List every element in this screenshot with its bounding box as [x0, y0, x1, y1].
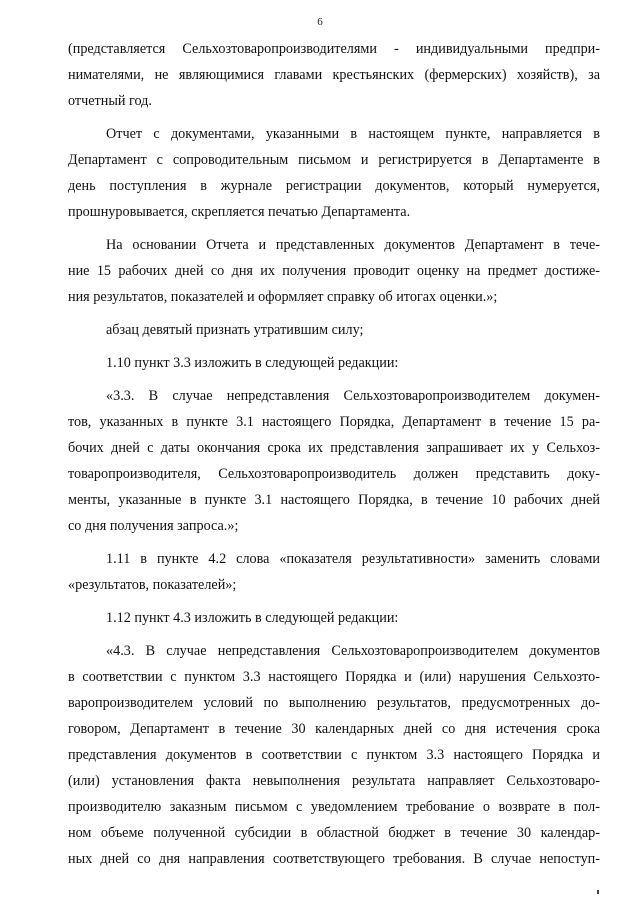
paragraph — [68, 383, 600, 539]
text-line: день поступления в журнале регистрации документов, который нумеруется, — [68, 178, 600, 194]
text-line: «3.3. В случае непредставления Сельхозтоваропроизводителем докумен- — [106, 388, 600, 404]
text-line: варопроизводителем условий по выполнению результатов, предусмотренных до- — [68, 695, 600, 711]
text-line: менты, указанные в пункте 3.1 настоящего Порядка, в течение 10 рабочих дней — [68, 492, 600, 508]
text-line: нимателями, не являющимися главами крестьянских (фермерских) хозяйств), за — [68, 67, 600, 83]
text-line: 1.11 в пункте 4.2 слова «показателя результативности» заменить словами — [106, 551, 600, 567]
text-line: в соответствии с пунктом 3.3 настоящего Порядка и (или) нарушения Сельхозто- — [68, 669, 600, 685]
text-line: ных дней со дня направления соответствующего требования. В случае непоступ- — [68, 851, 600, 867]
paragraph — [68, 121, 600, 225]
text-line: прошнуровывается, скрепляется печатью Департамента. — [68, 204, 411, 220]
text-line: (или) установления факта невыполнения результата направляет Сельхозтоваро- — [68, 773, 600, 789]
text-line: тов, указанных в пункте 3.1 настоящего Порядка, Департамент в течение 15 ра- — [68, 414, 600, 430]
text-line: товаропроизводителя, Сельхозтоваропроизводитель должен представить доку- — [68, 466, 600, 482]
text-line: производителю заказным письмом с уведомлением требование о возврате в пол- — [68, 799, 600, 815]
paragraph — [68, 638, 600, 872]
text-line: со дня получения запроса.»; — [68, 518, 239, 534]
text-line: (представляется Сельхозтоваропроизводителями - индивидуальными предпри- — [68, 41, 600, 57]
text-line: Отчет с документами, указанными в настоящем пункте, направляется в — [106, 126, 600, 142]
scan-artifact-mark — [597, 890, 599, 894]
paragraph — [68, 546, 600, 598]
paragraph — [68, 317, 600, 343]
text-line: ния результатов, показателей и оформляет справку об итогах оценки.»; — [68, 289, 498, 305]
text-line: «4.3. В случае непредставления Сельхозтоваропроизводителем документов — [106, 643, 600, 659]
text-line: На основании Отчета и представленных документов Департамент в тече- — [106, 237, 600, 253]
paragraph — [68, 350, 600, 376]
text-line: ном объеме полученной субсидии в областной бюджет в течение 30 календар- — [68, 825, 600, 841]
paragraph — [68, 605, 600, 631]
text-line: отчетный год. — [68, 93, 152, 109]
text-line: Департамент с сопроводительным письмом и регистрируется в Департаменте в — [68, 152, 600, 168]
text-line: «результатов, показателей»; — [68, 577, 237, 593]
paragraph — [68, 232, 600, 310]
page-number: 6 — [317, 16, 323, 28]
text-line: абзац девятый признать утратившим силу; — [106, 322, 364, 338]
text-line: представления документов в соответствии с пунктом 3.3 настоящего Порядка и — [68, 747, 600, 763]
text-line: бочих дней с даты окончания срока их представления запрашивает их у Сельхоз- — [68, 440, 600, 456]
text-line: говором, Департамент в течение 30 календарных дней со дня истечения срока — [68, 721, 600, 737]
text-line: ние 15 рабочих дней со дня их получения проводит оценку на предмет достиже- — [68, 263, 600, 279]
text-line: 1.12 пункт 4.3 изложить в следующей редакции: — [106, 610, 399, 626]
text-line: 1.10 пункт 3.3 изложить в следующей редакции: — [106, 355, 399, 371]
paragraph — [68, 36, 600, 114]
document-body — [68, 36, 600, 872]
